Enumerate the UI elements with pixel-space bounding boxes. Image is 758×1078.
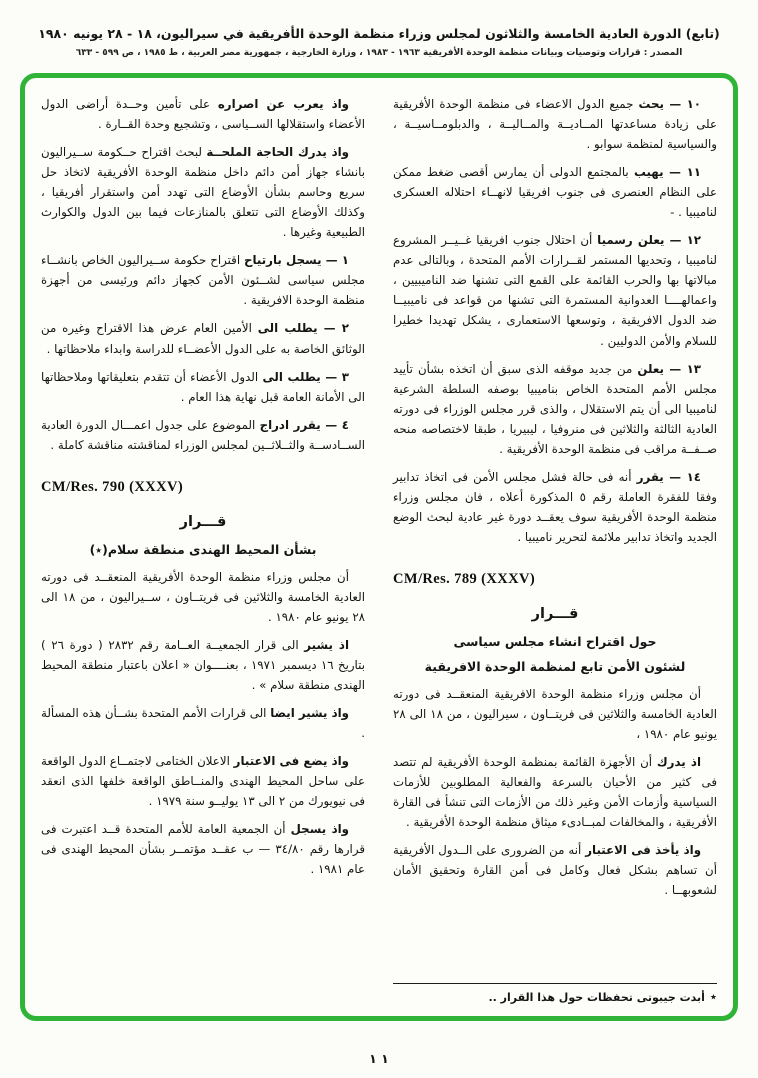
paragraph [41,367,365,407]
paragraph-lead: واذ يضع فى الاعتبار [233,754,350,769]
left-resolution-operative-items [41,94,365,463]
paragraph-text: لبحث اقتراح حــكومة ســيراليون بانشاء جهاز أمن دائم داخل منظمة الوحدة الأفريقية لاتخاذ حل سريع وحاسم بشأن الأوضاع التى تهدد أمن واستقرار أفريقيا ، وكذلك الأوضاع التى تتعلق بالمنازعات فيما بين الدول والكوارث الطبيعية وغيرها . [41,145,365,240]
paragraph-text: أن الجمعية العامة للأمم المتحدة قــد اعتبرت فى قرارها رقم ٣٤/٨٠ — ب عقــد مؤتمــر بشأن المحيط الهندى فى عام ١٩٨١ . [41,822,365,877]
column-left [41,94,365,1004]
paragraph [393,840,717,900]
paragraph [41,703,365,743]
paragraph [41,142,365,242]
paragraph-text: أن الأجهزة القائمة بمنظمة الوحدة الأفريقية لم تتصد فى كثير من الأحيان بالسرعة والفعالية المطلوبين للأزمات السياسية وأزمات الأمن وغير ذلك من الأزمات التى تنشأ فى القارة الأفريقية ، والمخالفات لمبــادىء ميثاق منظمة الوحدة الأفريقية . [393,755,717,830]
document-header [0,26,758,58]
paragraph-lead: واذ يأخذ فى الاعتبار [585,843,702,858]
paragraph [41,819,365,879]
paragraph-text: الاعلان الختامى لاجتمــاع الدول الواقعة على ساحل المحيط الهندى والمنــاطق الواقعة خلفها الذى انعقد فى نيويورك من ٢ الى ١٣ يوليــو سنة ١٩٧٩ . [41,754,365,809]
resolution-subheading-2: لشئون الأمن تابع لمنظمة الوحدة الافريقية [424,658,686,674]
paragraph-text: أن مجلس وزراء منظمة الوحدة الأفريقية المنعقــد فى دورته العادية الخامسة والثلاثين فى فريتــاون ، ســيراليون ، من ١٨ الى ٢٨ يونيو عام ١٩٨٠ . [41,569,365,624]
paragraph-text: اقتراح حكومة ســيراليون الخاص بانشــاء مجلس سياسى لشــئون الأمن كجهاز دائم ورئيسى من أجهزة منظمة الوحدة الافريقية . [41,253,365,308]
paragraph-text: على تأمين وحــدة أراضى الدول الأعضاء واستقلالها الســياسى ، وتشجيع وحدة القــارة . [41,97,365,132]
paragraph [41,635,365,695]
footnote [393,983,717,1004]
paragraph [393,230,717,350]
paragraph [41,94,365,134]
paragraph [393,684,717,744]
paragraph [393,752,717,832]
column-right [393,94,717,1004]
header-source: المصدر : قرارات وتوصيات وبيانات منظمة الوحدة الأفريقية ١٩٦٣ - ١٩٨٣ ، وزارة الخارجية ، جمهورية مصر العربية ، ط ١٩٨٥ ، ص ٥٩٩ - ٦٣٣ [75,48,683,58]
paragraph-lead: ١٣ — يعلن [637,361,702,376]
paragraph-lead: واذ يدرك الحاجة الملحــة [206,145,350,160]
paragraph-text: الى قرار الجمعيــة العــامة رقم ٢٨٣٢ ( دورة ٢٦ ) بتاريخ ١٦ ديسمبر ١٩٧١ ، بعنــــوان « اعلان باعتبار منطقة المحيط الهندى منطقة سلام » . [41,637,365,692]
resolution-heading: قـــرار [531,605,579,622]
paragraph [393,359,717,459]
footnote-text: أبدت جيبوتى تحفظات حول هذا القرار .. [488,991,705,1004]
paragraph [393,162,717,222]
page-number: ١ ١ [369,1051,389,1066]
right-resolution-body [393,684,717,908]
paragraph [41,567,365,627]
header-title: (تابع) الدورة العادية الخامسة والثلاثون لمجلس وزراء منظمة الوحدة الأفريقية في سيراليون، ١٨ - ٢٨ يونيه ١٩٨٠ [38,26,720,41]
paragraph-text: من جديد موقفه الذى سبق أن اتخذه بشأن تأييد مجلس الأمم المتحدة الخاص بناميبيا بوصفه السلطة الشرعية لناميبيا الى أن يتم الاستقلال ، والذى قرر مجلس الوزراء فى دورته العادية الثالثة والثلاثين فى منروفيا ، ليبيريا ، طبقا لاختصاصه منحه صــفــة مراقب فى منظمة الوحدة الأفريقية . [393,361,717,456]
paragraph-text: أنه فى حالة فشل مجلس الأمن فى اتخاذ تدابير وفقا للفقرة العاملة رقم ٥ المذكورة أعلاه ، فان مجلس وزراء منظمة الوحدة الأفريقية سوف يعقــد دورة غير عادية لبحث الوضع الجديد واتخاذ تدابير ملائمة لتحرير ناميبيا . [393,469,717,544]
resolution-code-790: CM/Res. 790 (XXXV) [41,478,184,495]
paragraph-lead: ١٠ — يحث [638,97,702,111]
resolution-subheading: بشأن المحيط الهندى منطقة سلام(٭) [89,541,317,557]
paragraph-lead: واذ يسجل [290,822,349,837]
paragraph-text: الدول الأعضاء أن تتقدم بتعليقاتها وملاحظاتها الى الأمانة العامة قبل نهاية هذا العام . [41,369,365,404]
paragraph-text: جميع الدول الاعضاء فى منظمة الوحدة الأفريقية على زيادة مساعدتها المــاديــة والمــاليــة ، والدبلومــاسيــة ، والسياسية لمنظمة سوابو . [393,97,717,152]
paragraph-lead: ١١ — يهيب [633,165,701,180]
paragraph [41,751,365,811]
two-column-layout [41,94,717,1004]
left-resolution-body [41,567,365,888]
paragraph-text: الأمين العام عرض هذا الاقتراح وغيره من الوثائق الخاصة به على الدول الأعضــاء للدراسة وابداء ملاحظاتها . [41,321,365,356]
paragraph-text: أن احتلال جنوب افريقيا غــيــر المشروع لناميبيا ، وتحديها المستمر لقــرارات الأمم المتحدة ، وبالتالى عدم مبالاتها بها والحرب القائمة على القمع التى تشنها ضد الناميبيين ، واعمالهــــا العدوانية المستمرة التى تشنها من قواعد فى ناميبيــا ضد الدول الافريقية ، وتوسعها الاستعمارى ، يشكل تهديدا خطيرا للسلام والأمن الدوليين . [393,233,717,348]
paragraph [41,415,365,455]
paragraph-lead: ١ — يسجل بارتياح [243,253,349,268]
paragraph [41,250,365,310]
paragraph-text: الى قرارات الأمم المتحدة بشــأن هذه المسألة . [41,706,365,741]
paragraph-lead: ٣ — يطلب الى [262,369,349,384]
resolution-heading: قـــرار [179,513,227,530]
paragraph-text: الموضوع على جدول اعمـــال الدورة العادية الســادســة والثــلاثــين لمجلس الوزراء لمناقشته مناقشة كاملة . [41,417,365,452]
paragraph-text: أن مجلس وزراء منظمة الوحدة الافريقية المنعقــد فى دورته العادية الخامسة والثلاثين فى فريتــاون ، سيراليون ، من ١٨ الى ٢٨ يونيو عام ١٩٨٠ ، [393,686,717,742]
footnote-star-icon: ٭ [709,990,717,1005]
paragraph [393,94,717,154]
resolution-code-789: CM/Res. 789 (XXXV) [393,570,536,587]
paragraph-lead: ١٢ — يعلن رسميا [597,233,702,248]
content-frame [20,73,738,1021]
paragraph-lead: اذ يشير [304,637,350,652]
resolution-subheading-1: حول اقتراح انشاء مجلس سياسى [453,633,657,649]
paragraph [393,467,717,547]
paragraph-text: أنه من الضرورى على الــدول الأفريقية أن تساهم بشكل فعال وكامل فى أمن القارة وتحقيق الأمان لشعوبهــا . [393,843,717,898]
paragraph-lead: اذ يدرك [656,755,701,770]
paragraph-lead: ٤ — يقرر ادراج [259,417,349,432]
paragraph [41,318,365,358]
paragraph-lead: واذ يشير ايضا [270,706,350,721]
paragraph-lead: واذ يعرب عن اصراره [217,97,349,111]
paragraph-text: بالمجتمع الدولى أن يمارس أقصى ضغط ممكن على النظام العنصرى فى جنوب افريقيا لانهــاء احتلاله العسكرى لناميبيا . - [393,165,717,220]
paragraph-lead: ١٤ — يقرر [636,469,702,484]
right-numbered-items [393,94,717,555]
paragraph-lead: ٢ — يطلب الى [257,321,349,336]
